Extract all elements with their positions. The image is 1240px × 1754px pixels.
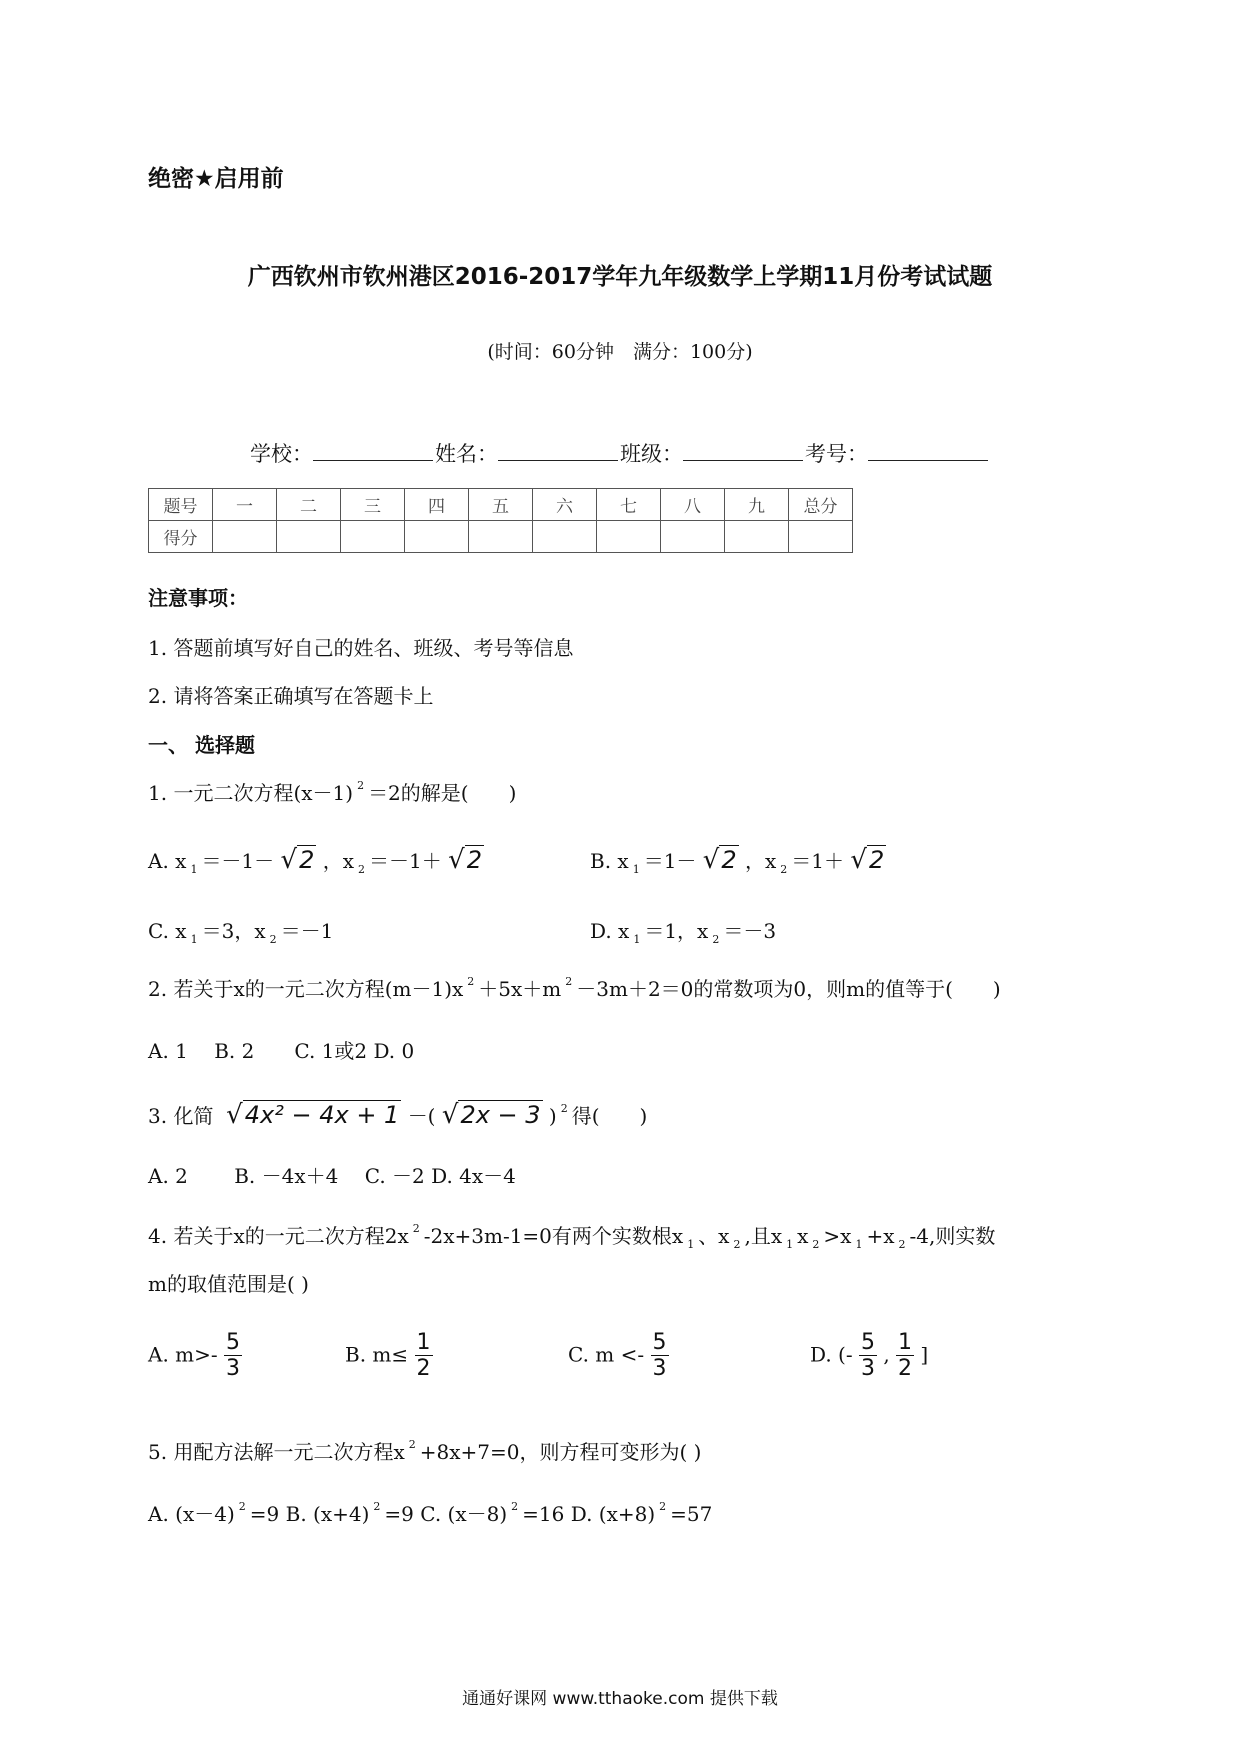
sqrt-expression: √4x² − 4x + 1 [226,1100,400,1130]
fraction: $\frac{5}{3}$ [226,1330,240,1382]
notice-item: 1. 答题前填写好自己的姓名、班级、考号等信息 [148,636,574,660]
question-2-options[interactable]: A. 1 B. 2 C. 1或2 D. 0 [148,1039,415,1063]
column-header: 九 [725,489,789,521]
sqrt-expression: √2x − 3 [441,1100,541,1130]
score-cell[interactable] [213,521,277,553]
column-header: 六 [533,489,597,521]
section-title: 一、 选择题 [148,733,255,757]
question-1-option-a[interactable]: A. x $_1$ ＝－1－ √2 ，x $_2$ ＝－1＋ √2 [148,845,482,876]
question-1-option-b[interactable]: B. x $_1$ ＝1－ √2 ，x $_2$ ＝1＋ √2 [590,845,885,876]
sqrt-expression: √2 [850,845,885,875]
column-header: 七 [597,489,661,521]
notice-heading: 注意事项： [148,586,248,610]
school-label: 学校： [250,442,313,466]
question-4-option-d[interactable]: D. (- $\frac{5}{3}$ , $\frac{1}{2}$ ] [810,1330,929,1382]
name-label: 姓名： [435,442,498,466]
column-header: 三 [341,489,405,521]
question-2-stem: 2. 若关于x的一元二次方程(m－1)x $^2$ ＋5x＋m $^2$ －3m＋2＝0的常数项为0，则m的值等于( ) [148,975,1001,1001]
score-cell[interactable] [725,521,789,553]
score-cell[interactable] [533,521,597,553]
question-1-option-d[interactable]: D. x $_1$ ＝1，x $_2$ ＝－3 [590,919,777,946]
footer-source: 通通好课网 www.tthaoke.com 提供下载 [462,1689,778,1709]
school-field[interactable] [313,440,433,461]
notice-item: 2. 请将答案正确填写在答题卡上 [148,684,434,708]
question-3-options[interactable]: A. 2 B. －4x＋4 C. －2 D. 4x－4 [148,1164,516,1188]
score-label: 得分 [149,521,213,553]
column-header: 八 [661,489,725,521]
question-1-stem: 1. 一元二次方程(x－1) $^2$ ＝2的解是( ) [148,779,517,805]
column-header: 四 [405,489,469,521]
exam-number-label: 考号： [805,442,868,466]
question-4-stem-line2: m的取值范围是( ) [148,1272,309,1296]
score-cell[interactable] [277,521,341,553]
class-field[interactable] [683,440,803,461]
score-cell[interactable] [789,521,853,553]
fraction: $\frac{1}{2}$ [898,1330,913,1382]
column-header: 一 [213,489,277,521]
score-cell[interactable] [341,521,405,553]
name-field[interactable] [498,440,618,461]
question-1-option-c[interactable]: C. x $_1$ ＝3，x $_2$ ＝－1 [148,919,334,946]
sqrt-expression: √2 [280,845,315,875]
question-5-stem: 5. 用配方法解一元二次方程x $^2$ +8x+7=0，则方程可变形为( ) [148,1438,702,1464]
question-4-option-a[interactable]: A. m>- $\frac{5}{3}$ [148,1330,240,1382]
score-cell[interactable] [405,521,469,553]
column-header: 总分 [789,489,853,521]
column-header: 二 [277,489,341,521]
question-4-stem-line1: 4. 若关于x的一元二次方程2x $^2$ -2x+3m-1=0有两个实数根x $_1$ 、x $_2$ ,且x $_1$ x $_2$ >x $_1$ +x $_2$ -4,则实数 [148,1222,996,1251]
score-cell[interactable] [469,521,533,553]
class-label: 班级： [620,442,683,466]
fraction: $\frac{5}{3}$ [652,1330,667,1382]
question-4-option-c[interactable]: C. m <- $\frac{5}{3}$ [568,1330,667,1382]
sqrt-expression: √2 [448,845,482,875]
score-table [148,488,853,553]
score-table-header-row [149,489,853,521]
column-header: 五 [469,489,533,521]
score-cell[interactable] [661,521,725,553]
exam-number-field[interactable] [868,440,988,461]
score-cell[interactable] [597,521,661,553]
sqrt-expression: √2 [702,845,737,875]
student-info-row [250,438,990,468]
fraction: $\frac{1}{2}$ [416,1330,431,1382]
question-number-label: 题号 [149,489,213,521]
score-table-score-row [149,521,853,553]
confidential-label: 绝密★启用前 [148,166,284,192]
question-4-option-b[interactable]: B. m≤ $\frac{1}{2}$ [345,1330,431,1382]
exam-title: 广西钦州市钦州港区2016-2017学年九年级数学上学期11月份考试试题 [247,264,993,290]
exam-duration-score: (时间：60分钟 满分：100分) [487,341,753,363]
fraction: $\frac{5}{3}$ [860,1330,875,1382]
question-5-options[interactable]: A. (x－4) $^2$ =9 B. (x+4) $^2$ =9 C. (x－8) $^2$ =16 D. (x+8) $^2$ =57 [148,1500,713,1526]
question-3-stem: 3. 化简 √4x² − 4x + 1 －( √2x − 3 ) $^2$ 得( ) [148,1100,648,1130]
